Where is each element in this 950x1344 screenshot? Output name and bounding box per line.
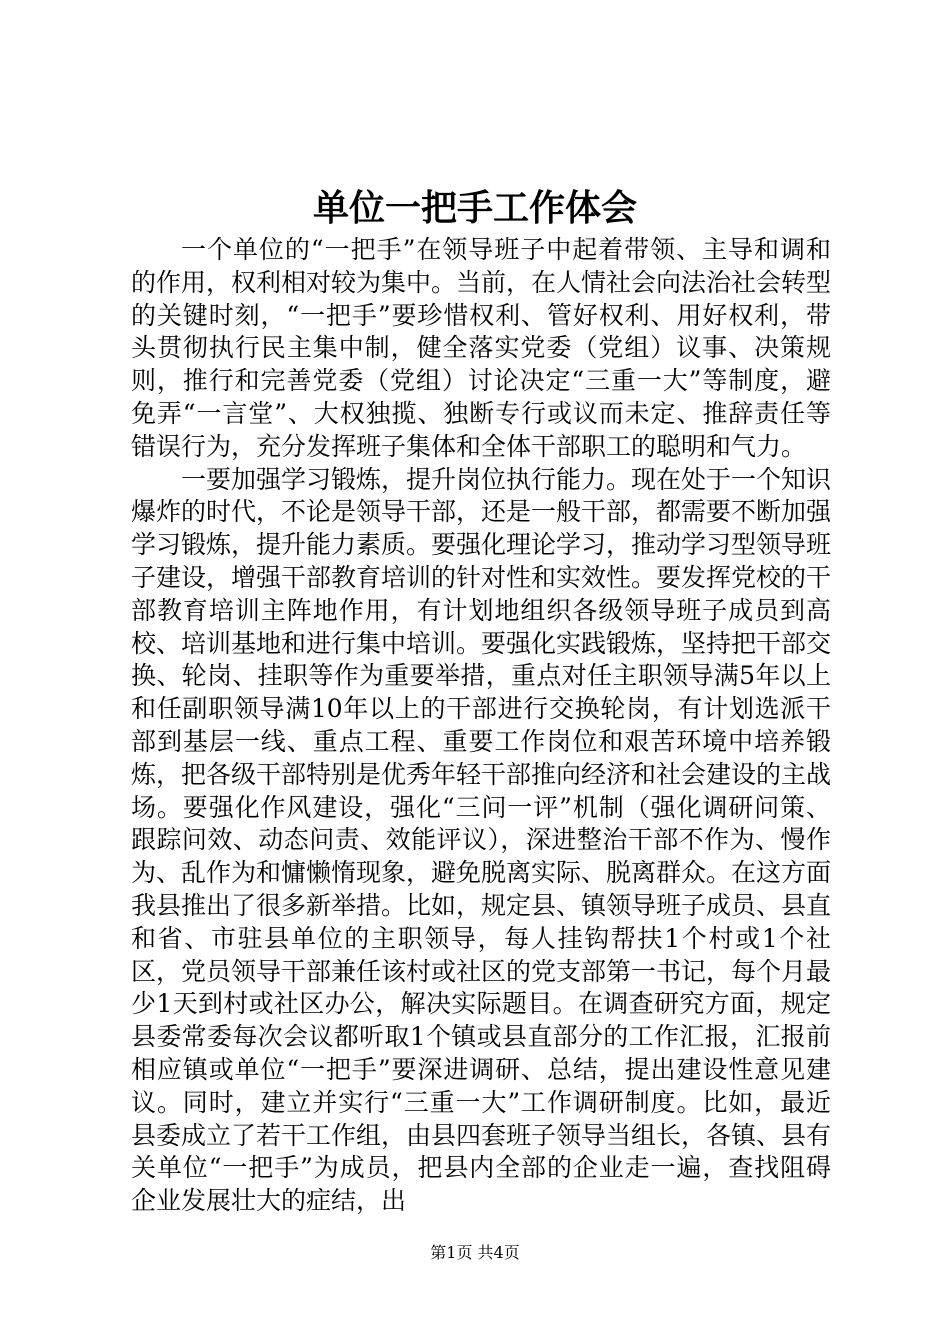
document-body	[131, 234, 831, 1218]
paragraph-study-training: 一要加强学习锻炼，提升岗位执行能力。现在处于一个知识爆炸的时代，不论是领导干部，还是一般干部，都需要不断加强学习锻炼，提升能力素质。要强化理论学习，推动学习型领导班子建设，增强干部教育培训的针对性和实效性。要发挥党校的干部教育培训主阵地作用，有计划地组织各级领导班子成员到高校、培训基地和进行集中培训。要强化实践锻炼，坚持把干部交换、轮岗、挂职等作为重要举措，重点对任主职领导满5年以上和任副职领导满10年以上的干部进行交换轮岗，有计划选派干部到基层一线、重点工程、重要工作岗位和艰苦环境中培养锻炼，把各级干部特别是优秀年轻干部推向经济和社会建设的主战场。要强化作风建设，强化“三问一评”机制（强化调研问策、跟踪问效、动态问责、效能评议），深进整治干部不作为、慢作为、乱作为和慵懒惰现象，避免脱离实际、脱离群众。在这方面我县推出了很多新举措。比如，规定县、镇领导班子成员、县直和省、市驻县单位的主职领导，每人挂钩帮扶1个村或1个社区，党员领导干部兼任该村或社区的党支部第一书记，每个月最少1天到村或社区办公，解决实际题目。在调查研究方面，规定县委常委每次会议都听取1个镇或县直部分的工作汇报，汇报前相应镇或单位“一把手”要深进调研、总结，提出建设性意见建议。同时，建立并实行“三重一大”工作调研制度。比如，最近县委成立了若干工作组，由县四套班子领导当组长，各镇、县有关单位“一把手”为成员，把县内全部的企业走一遍，查找阻碍企业发展壮大的症结，出	[131, 464, 832, 1216]
page-title: 单位一把手工作体会	[312, 188, 637, 229]
paragraph-intro: 一个单位的“一把手”在领导班子中起着带领、主导和调和的作用，权利相对较为集中。当前，在人情社会向法治社会转型的关键时刻，“一把手”要珍惜权利、管好权利、用好权利，带头贯彻执行民主集中制，健全落实党委（党组）议事、决策规则，推行和完善党委（党组）讨论决定“三重一大”等制度，避免弄“一言堂”、大权独揽、独断专行或议而未定、推辞责任等错误行为，充分发挥班子集体和全体干部职工的聪明和气力。	[131, 235, 832, 461]
page-footer: 第1页 共4页	[430, 1243, 520, 1262]
